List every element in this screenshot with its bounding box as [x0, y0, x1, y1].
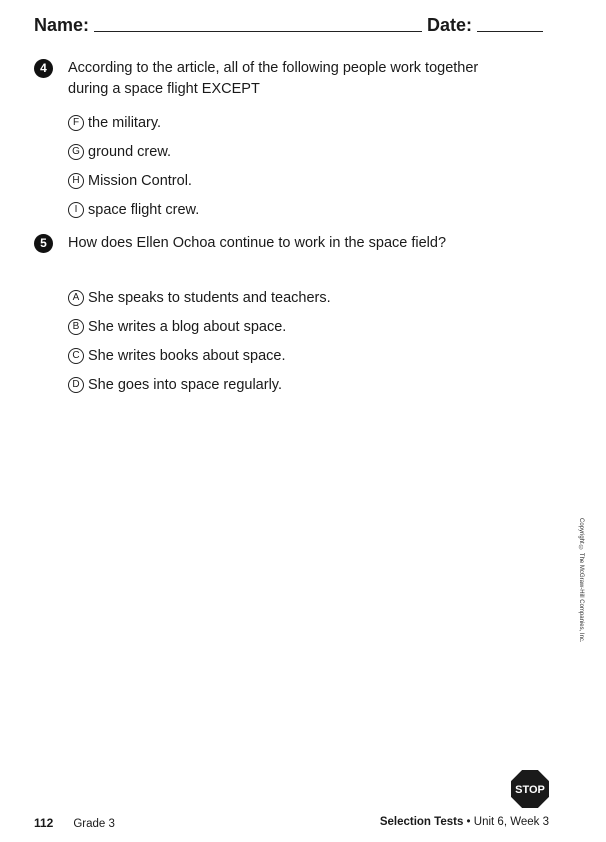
answer-text: ground crew.	[88, 143, 172, 160]
name-field-line[interactable]	[94, 31, 422, 32]
grade-label: Grade 3	[73, 818, 115, 830]
date-field-line[interactable]	[477, 31, 543, 32]
answer-text: space flight crew.	[88, 201, 200, 218]
answer-bubble[interactable]: B	[68, 319, 84, 335]
answer-bubble[interactable]: C	[68, 348, 84, 364]
answer-choice-d[interactable]	[68, 370, 331, 399]
answer-choice-b[interactable]	[68, 312, 331, 341]
footer-left	[34, 816, 115, 830]
name-label: Name:	[34, 15, 90, 35]
answer-choice-g[interactable]	[68, 137, 199, 166]
answer-bubble[interactable]: H	[68, 173, 84, 189]
answer-bubble[interactable]: D	[68, 377, 84, 393]
answer-text: the military.	[88, 114, 162, 131]
footer-right	[380, 816, 549, 828]
date-label: Date:	[427, 15, 473, 35]
answer-text: She speaks to students and teachers.	[88, 289, 331, 306]
answer-text: She writes books about space.	[88, 347, 286, 364]
answer-text: She writes a blog about space.	[88, 318, 287, 335]
answer-choice-c[interactable]	[68, 341, 331, 370]
question-number-badge: 4	[34, 59, 53, 78]
question-text: How does Ellen Ochoa continue to work in the space field?	[68, 235, 447, 251]
answer-choice-h[interactable]	[68, 166, 199, 195]
answer-choice-a[interactable]	[68, 283, 331, 312]
stop-label: STOP	[515, 784, 545, 796]
question-number-badge: 5	[34, 234, 53, 253]
header	[34, 10, 550, 36]
answer-bubble[interactable]: F	[68, 115, 84, 131]
answer-bubble[interactable]: I	[68, 202, 84, 218]
answer-choices	[68, 283, 331, 399]
unit-week: Unit 6, Week 3	[473, 816, 549, 828]
footer-separator: •	[466, 816, 471, 828]
page-number: 112	[34, 816, 54, 830]
question-text: According to the article, all of the following people work together during a space flight EXCEPT	[68, 60, 479, 97]
answer-text: Mission Control.	[88, 172, 192, 189]
stop-sign-icon	[511, 770, 549, 808]
answer-bubble[interactable]: G	[68, 144, 84, 160]
answer-choices	[68, 108, 199, 224]
answer-text: She goes into space regularly.	[88, 376, 282, 393]
copyright-notice: Copyright © The McGraw-Hill Companies, Inc.	[578, 518, 584, 643]
section-title: Selection Tests	[379, 816, 464, 828]
answer-choice-f[interactable]	[68, 108, 199, 137]
answer-bubble[interactable]: A	[68, 290, 84, 306]
answer-choice-i[interactable]	[68, 195, 199, 224]
